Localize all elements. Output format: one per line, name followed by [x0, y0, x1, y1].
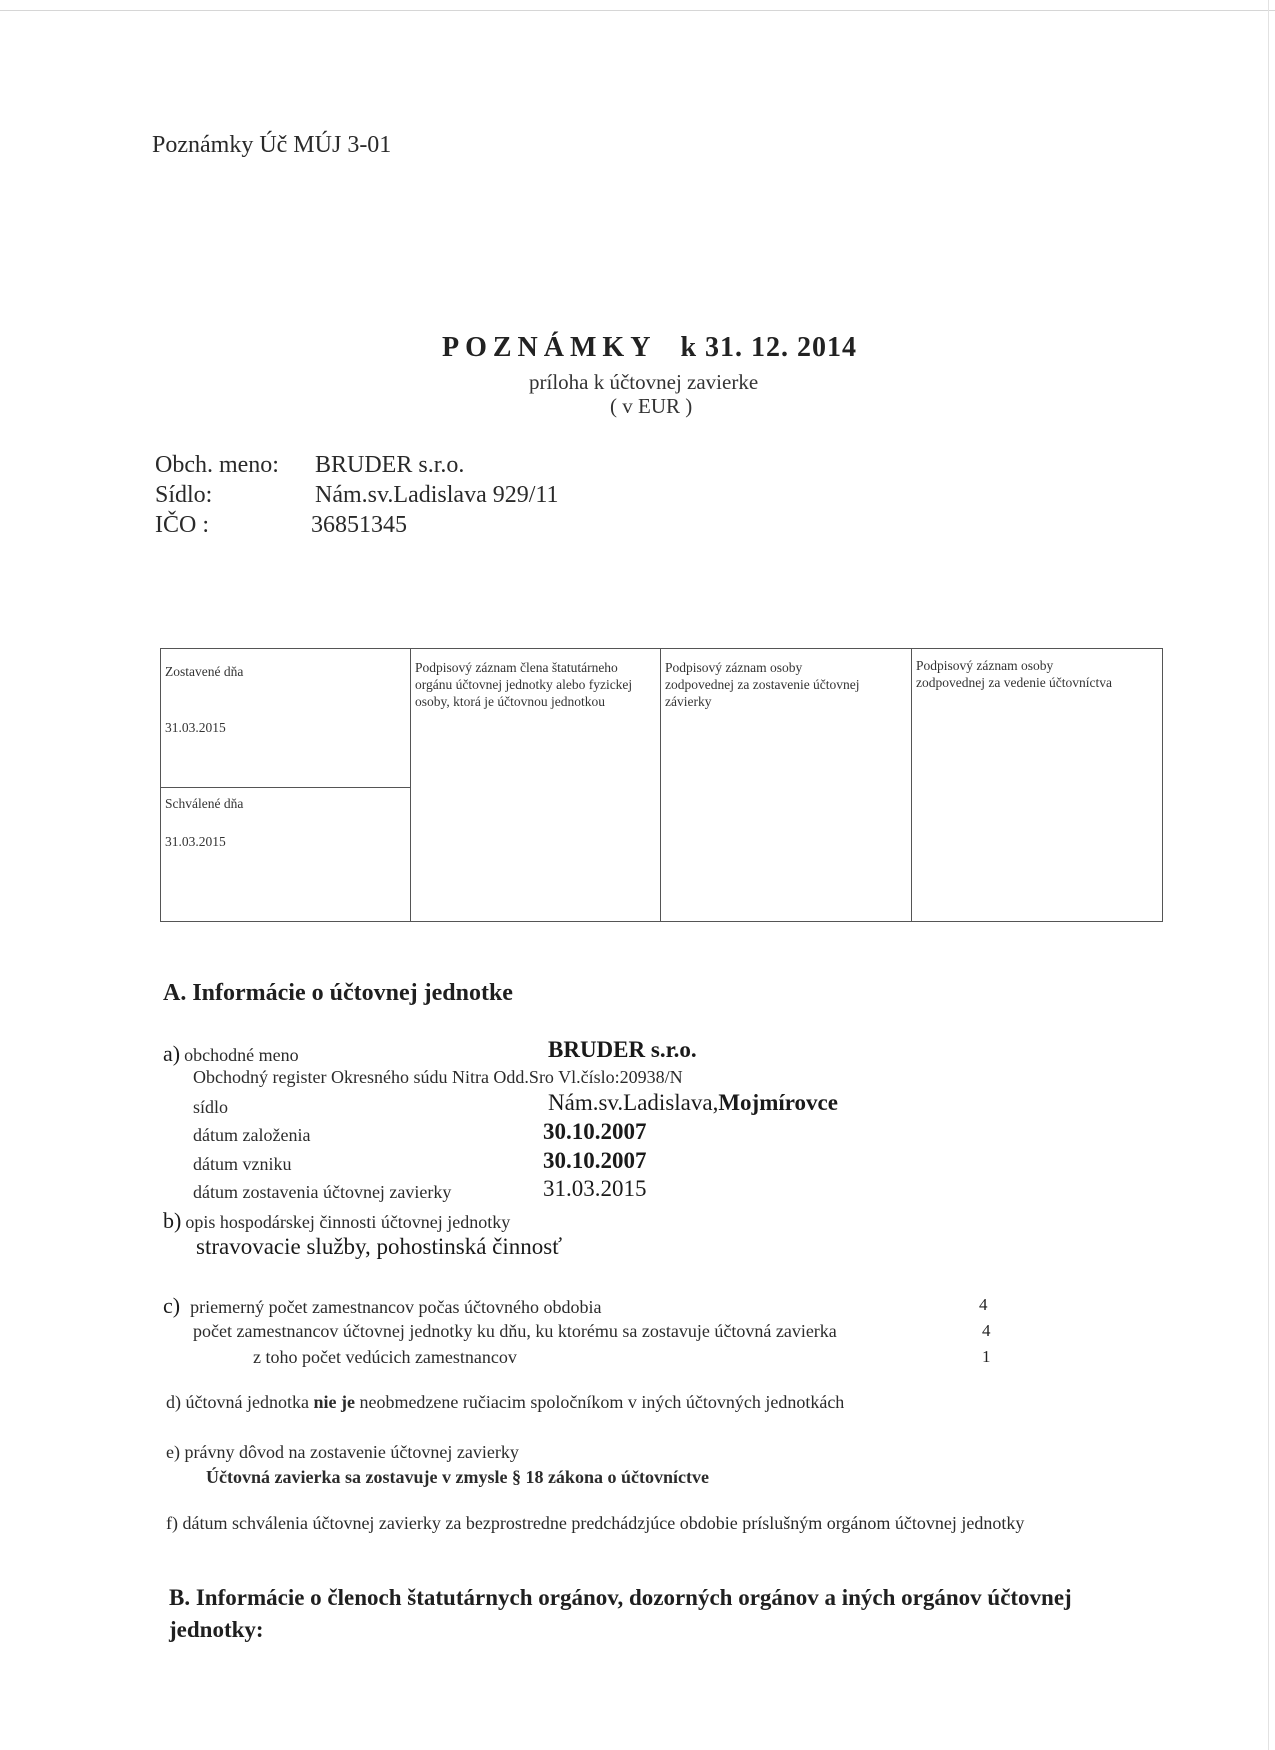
signature-compiler: Podpisový záznam osoby zodpovednej za zostavenie účtovnej závierky: [665, 660, 860, 709]
form-code: Poznámky Úč MÚJ 3-01: [152, 132, 392, 158]
seat-town: Mojmírovce: [718, 1090, 838, 1115]
table-divider: [410, 649, 411, 921]
item-a-business-name: [163, 1041, 299, 1067]
item-marker: a): [163, 1041, 181, 1066]
liability-text-emphasis: nie je: [313, 1392, 355, 1412]
table-divider: [911, 649, 912, 921]
item-marker: b): [163, 1208, 182, 1233]
seat-street: Nám.sv.Ladislava,: [548, 1090, 719, 1115]
item-marker: e): [166, 1442, 180, 1462]
founded-label: dátum založenia: [193, 1125, 311, 1145]
liability-text-start: účtovná jednotka: [185, 1392, 314, 1412]
table-row-divider: [161, 787, 410, 788]
managers-value: 1: [982, 1347, 991, 1366]
item-c-employees: [163, 1293, 601, 1319]
activity-value: stravovacie služby, pohostinská činnosť: [196, 1234, 563, 1259]
seat-label: Sídlo:: [155, 482, 213, 508]
activity-label: opis hospodárskej činnosti účtovnej jednotky: [185, 1212, 511, 1232]
document-subtitle: príloha k účtovnej zavierke: [529, 370, 759, 394]
seat-value-a: [548, 1090, 838, 1116]
employees-date-label: počet zamestnancov účtovnej jednotky ku dňu, ku ktorému sa zostavuje účtovná zavierka: [193, 1321, 837, 1341]
compiled-label: Zostavené dňa: [165, 664, 244, 679]
liability-text-end: neobmedzene ručiacim spoločníkom v iných účtovných jednotkách: [354, 1392, 845, 1412]
title-word: POZNÁMKY: [442, 332, 657, 363]
item-d-liability: [166, 1392, 844, 1413]
section-a-heading: A. Informácie o účtovnej jednotke: [163, 980, 513, 1006]
seat-label-a: sídlo: [193, 1097, 229, 1117]
item-marker: c): [163, 1293, 181, 1318]
founded-value: 30.10.2007: [543, 1119, 647, 1144]
ico-value: 36851345: [311, 512, 407, 538]
item-e-legal-reason: [166, 1442, 519, 1463]
employees-avg-value: 4: [979, 1295, 988, 1314]
signature-statutory: Podpisový záznam člena štatutárneho orgánu účtovnej jednotky alebo fyzickej osoby, ktorá je účtovnou jednotkou: [415, 660, 633, 709]
origin-label: dátum vzniku: [193, 1154, 292, 1174]
item-marker: d): [166, 1392, 181, 1412]
name-label: Obch. meno:: [155, 452, 279, 478]
item-f-approval: [166, 1513, 1024, 1534]
currency-note: ( v EUR ): [610, 394, 693, 418]
approved-label: Schválené dňa: [165, 796, 244, 811]
item-marker: f): [166, 1513, 178, 1533]
compiled-label-a: dátum zostavenia účtovnej zavierky: [193, 1182, 452, 1202]
scan-right-edge: [1268, 0, 1269, 1750]
managers-label: z toho počet vedúcich zamestnancov: [253, 1347, 517, 1367]
compiled-date: 31.03.2015: [165, 720, 226, 735]
approval-text: dátum schválenia účtovnej zavierky za bezprostredne predchádzjúce obdobie príslušným orgánom účtovnej jednotky: [182, 1513, 1025, 1533]
title-date: k 31. 12. 2014: [680, 332, 858, 363]
name-value: BRUDER s.r.o.: [315, 452, 465, 478]
signature-table: [160, 648, 1163, 922]
ico-label: IČO :: [155, 512, 209, 538]
employees-date-value: 4: [982, 1321, 991, 1340]
compiled-value-a: 31.03.2015: [543, 1176, 647, 1201]
section-b-heading: B. Informácie o členoch štatutárnych orgánov, dozorných orgánov a iných orgánov účtovnej jednotky:: [169, 1585, 1072, 1642]
document-title: [442, 332, 857, 364]
seat-value: Nám.sv.Ladislava 929/11: [315, 482, 559, 508]
origin-value: 30.10.2007: [543, 1148, 647, 1173]
employees-avg-label: priemerný počet zamestnancov počas účtovného obdobia: [190, 1297, 602, 1317]
scan-top-edge: [0, 10, 1275, 11]
signature-accountant: Podpisový záznam osoby zodpovednej za vedenie účtovníctva: [916, 658, 1113, 690]
business-register: Obchodný register Okresného súdu Nitra Odd.Sro Vl.číslo:20938/N: [193, 1067, 683, 1087]
item-b-activity: [163, 1208, 510, 1234]
approved-date: 31.03.2015: [165, 834, 226, 849]
business-name-value: BRUDER s.r.o.: [548, 1037, 697, 1062]
business-name-label: obchodné meno: [184, 1045, 299, 1065]
legal-reason-value: Účtovná zavierka sa zostavuje v zmysle § 18 zákona o účtovníctve: [206, 1467, 709, 1487]
table-divider: [660, 649, 661, 921]
legal-reason-label: právny dôvod na zostavenie účtovnej zavierky: [184, 1442, 519, 1462]
